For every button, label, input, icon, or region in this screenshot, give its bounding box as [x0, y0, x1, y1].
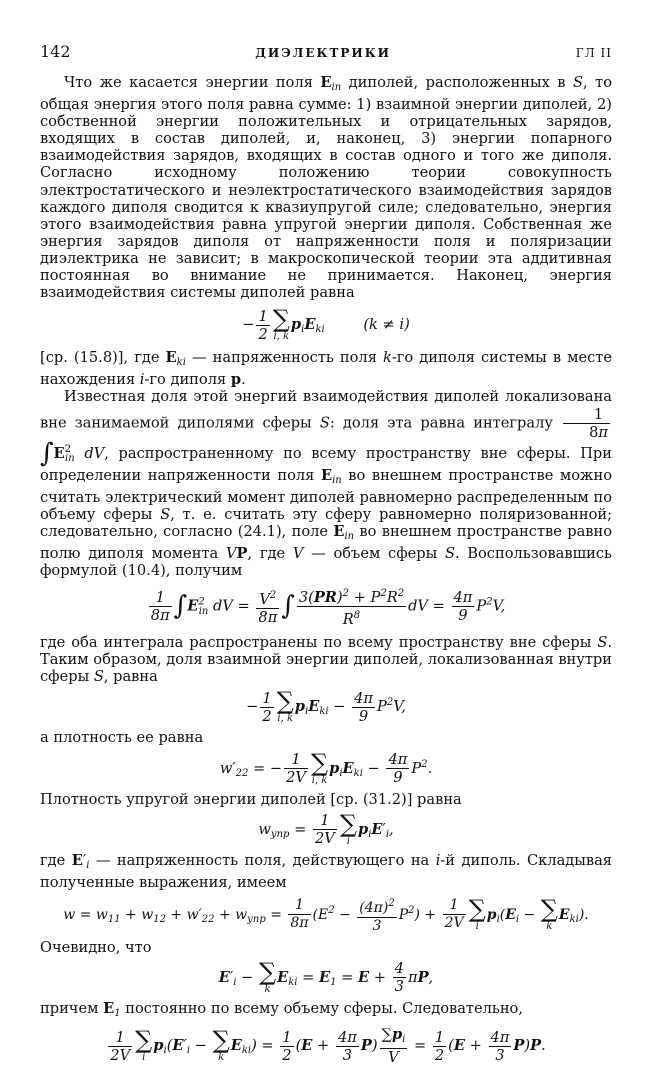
- paragraph-5: а плотность ее равна: [40, 729, 204, 747]
- running-title: ДИЭЛЕКТРИКИ: [255, 46, 392, 60]
- paragraph-4: где оба интеграла распространены по всему пространству вне сферы S. Таким образом, доля взаимной энергии диполей, локализованная внутри сферы S, равна: [40, 634, 612, 686]
- paragraph-6: Плотность упругой энергии диполей [ср. (31.2)] равна: [40, 790, 462, 808]
- paragraph-2: [ср. (15.8)], где $E_{ki}$ — напряженность поля k-го диполя системы в месте нахождения i-го диполя p.: [40, 349, 612, 389]
- paragraph-3: Известная доля этой энергий взаимодействия диполей локализована вне занимаемой диполями сферы S: доля эта равна интегралу $\frac{1}{8\pi}$ $\int E^2_{in}$ dV, распространенному по всему пространству вне сферы. При определении напряженности поля $E_{in}$ во внешнем пространстве можно считать электрический момент диполей равномерно распределенным по объему сферы S, т. е. считать эту сферу равномерно поляризованной; следовательно, согласно (24.1), поле $E_{in}$ во внешнем пространстве равно полю диполя момента VP, где V — объем сферы S. Воспользовавшись формулой (10.4), получим: [40, 388, 613, 580]
- equation-4: $w'_{22}$ = − $\frac{1}{2V}$ ∑ i, k $p_iE_{ki}$ − $\frac{4\pi}{9}$ $P^2$.: [219, 748, 433, 787]
- page-number: 142: [40, 42, 71, 61]
- equation-8: $\frac{1}{2V}$ ∑ i $p_i(E'_i$ − ∑ k $E_{ki}$) = $\frac{1}{2}$ (E + $\frac{4\pi}{3}$ P) $\frac{\sum p_i}{V}$ = $\frac{1}{2}$ (E + $\frac{4\pi}{3}$ P)P.: [110, 1026, 546, 1066]
- equation-2: $\frac{1}{8\pi}$ $\int E^2_{in}$ dV = $\frac{V^2}{8\pi}$ ∫ $\frac{3(PR)^2 + P^2R^2}{R^8}$ dV = $\frac{4\pi}{9}$ $P^2V$,: [150, 588, 506, 629]
- paragraph-9: причем $E_1$ постоянно по всему объему сферы. Следовательно,: [40, 999, 523, 1019]
- chapter-label: ГЛ II: [575, 46, 612, 60]
- equation-6: $w = w_{11} + w_{12} + w'_{22} + w_{упр}$ = $\frac{1}{8\pi}$ ($E^2$ − $\frac{(4\pi)^2}{3}$ $P^2$) + $\frac{1}{2V}$ ∑ i $p_i(E_i$ − ∑ k $E_{ki}$).: [63, 894, 589, 934]
- paragraph-1: Что же касается энергии поля $E_{in}$ диполей, расположенных в S, то общая энергия этого поля равна сумме: 1) взаимной энергии диполей, 2) собственной энергии положительных и отрицательных зарядов, входящих в состав диполей, и, наконец, 3) энергии попарного взаимодействия зарядов, входящих в состав одного и того же диполя. Согласно исходному положению теории совокупность электростатического и неэлектростатического взаимодействия зарядов каждого диполя сводится к квазиупругой силе; следовательно, энергия этого взаимодействия равна упругой энергии диполя. Собственная же энергия зарядов диполя от напряженности поля и поляризации диэлектрика не зависит; в макроскопической теории эта аддитивная постоянная во внимание не принимается. Наконец, энергия взаимодействия системы диполей равна: [40, 74, 613, 302]
- equation-1: − $\frac{1}{2}$ ∑ i, k $p_iE_{ki}$ (k ≠ i): [242, 305, 410, 343]
- paragraph-7: где $E'_i$ — напряженность поля, действующего на i-й диполь. Складывая полученные выражения, имеем: [40, 851, 613, 891]
- paragraph-8: Очевидно, что: [40, 938, 152, 956]
- equation-5: $w_{упр}$ = $\frac{1}{2V}$ ∑ i $p_iE'_i$,: [258, 809, 394, 848]
- page-body: [40, 74, 612, 1070]
- equation-3: − $\frac{1}{2}$ ∑ i, k $p_iE_{ki}$ − $\frac{4\pi}{9}$ $P^2V$,: [246, 687, 406, 725]
- equation-7: $E'_i$ − ∑ k $E_{ki} = E_1 = E$ + $\frac{4}{3}$ πP,: [218, 957, 434, 996]
- page-header: [40, 42, 612, 64]
